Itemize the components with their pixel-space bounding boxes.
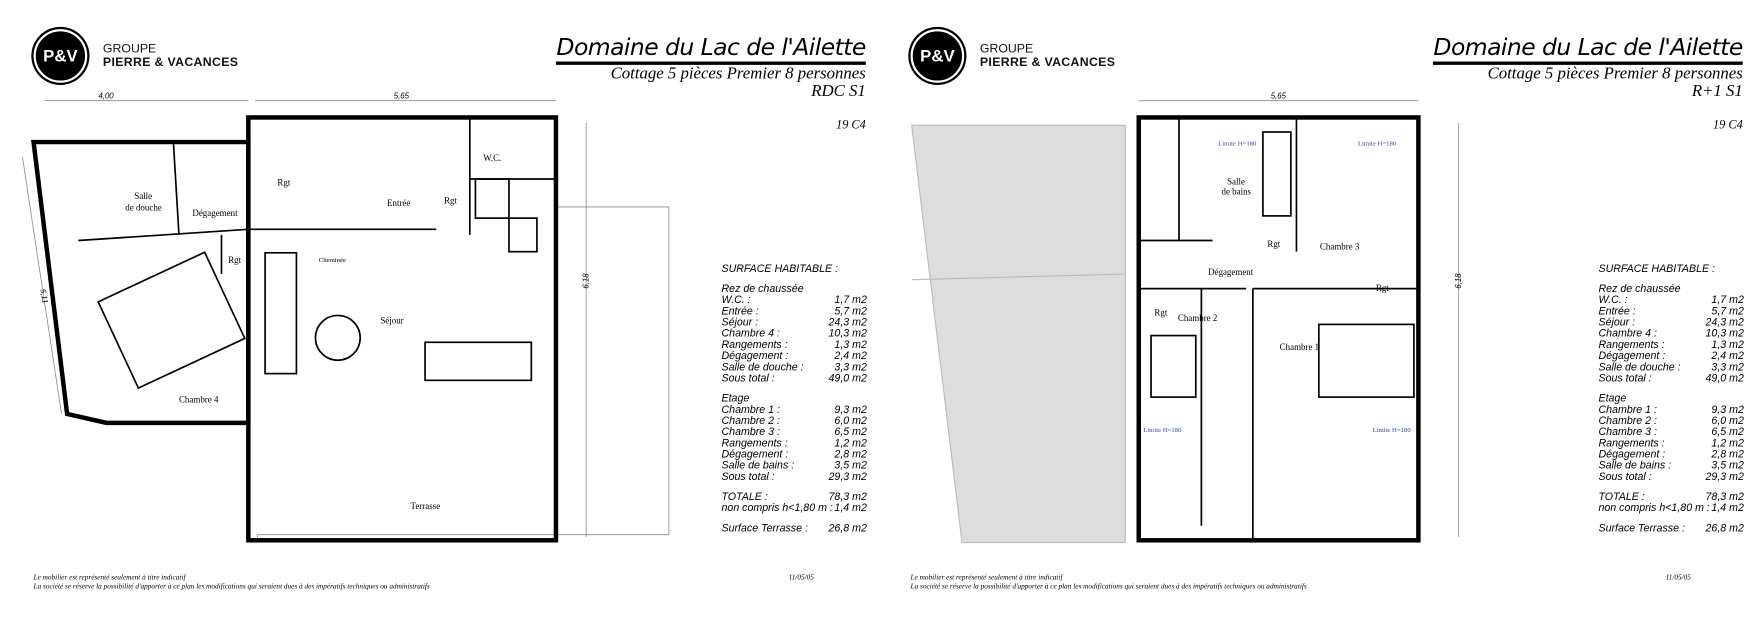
row-label: Salle de douche :	[1598, 361, 1681, 374]
row-value: 1,2 m2	[1711, 437, 1744, 450]
room-label: Salle	[134, 191, 153, 202]
dimension-label: 6,18	[1453, 273, 1463, 289]
footer-disclaimer	[34, 574, 430, 592]
room-label: Chambre 1	[1279, 342, 1320, 353]
dimension-label: 6,18	[581, 273, 591, 289]
room-label: Rgt	[444, 195, 458, 206]
section-title: Etage	[1598, 392, 1627, 405]
subtitle: Cottage 5 pièces Premier 8 personnes	[610, 64, 866, 83]
pierre-vacances-logo	[34, 29, 239, 83]
surface-title: SURFACE HABITABLE :	[721, 262, 839, 276]
dimension-label: 5,65	[393, 91, 409, 101]
section-title: Rez de chaussée	[721, 283, 804, 296]
row-value: 2,4 m2	[834, 350, 867, 363]
row-label: Sous total :	[721, 372, 775, 385]
row-label: W.C. :	[1598, 294, 1628, 307]
logo-line1: GROUPE	[102, 42, 157, 56]
row-label: Surface Terrasse :	[721, 522, 808, 535]
row-label: Chambre 2 :	[721, 415, 780, 428]
row-label: Séjour :	[1598, 316, 1636, 329]
room-label: Dégagement	[192, 207, 238, 218]
row-label: Salle de bains :	[721, 459, 795, 473]
row-value: 1,4 m2	[1711, 502, 1744, 515]
row-value: 6,0 m2	[1711, 415, 1744, 428]
row-label: Rangements :	[721, 338, 788, 352]
footer-line: La société se réserve la possibilité d'apporter à ce plan les modifications qui seraient dues à des impératifs techniques ou administratifs	[910, 582, 1307, 591]
logo-text	[103, 43, 238, 70]
room-label: de douche	[125, 202, 162, 213]
row-label: Rangements :	[721, 437, 788, 450]
row-value: 1,7 m2	[1711, 294, 1744, 307]
height-limit-label: Limite H=180	[1357, 140, 1397, 148]
row-value: 9,3 m2	[834, 403, 867, 417]
row-value: 1,4 m2	[834, 502, 867, 515]
row-value: 78,3 m2	[828, 491, 867, 504]
room-label: Rgt	[228, 254, 242, 265]
row-value: 1,2 m2	[834, 437, 867, 450]
brand-title: Domaine du Lac de l'Ailette	[1433, 34, 1742, 65]
title-block	[556, 34, 865, 101]
room-label: Chambre 3	[1319, 241, 1360, 252]
surface-row	[721, 524, 866, 535]
room-label: de bains	[1221, 186, 1252, 197]
row-value: 29,3 m2	[828, 470, 867, 484]
date: 11/05/05	[1665, 573, 1691, 582]
row-label: Rangements :	[1598, 437, 1665, 450]
logo-line1: GROUPE	[979, 42, 1034, 56]
row-label: Séjour :	[721, 316, 759, 329]
row-label: Entrée :	[1598, 305, 1636, 318]
footer-disclaimer	[911, 574, 1307, 592]
dimension-label: 5,65	[1270, 91, 1286, 101]
row-value: 49,0 m2	[1705, 372, 1744, 385]
footer-line: Le mobilier est représenté seulement à titre indicatif	[910, 573, 1063, 582]
room-label: Chambre 4	[178, 394, 219, 405]
surface-row	[1598, 503, 1743, 514]
room-label: Entrée	[387, 197, 411, 208]
surface-row	[1598, 472, 1743, 483]
row-value: 1,7 m2	[834, 294, 867, 307]
room-label: Terrasse	[410, 500, 441, 511]
brand-title: Domaine du Lac de l'Ailette	[556, 34, 865, 65]
row-value: 6,5 m2	[1711, 426, 1744, 439]
surface-row	[1598, 524, 1743, 535]
row-value: 2,8 m2	[834, 448, 867, 461]
logo-mark: P&V	[911, 29, 965, 83]
room-label: Dégagement	[1208, 267, 1254, 278]
row-label: Sous total :	[721, 470, 775, 484]
row-value: 1,3 m2	[834, 338, 867, 352]
row-label: Salle de bains :	[1598, 459, 1672, 473]
room-label: Rgt	[277, 177, 291, 188]
date: 11/05/05	[788, 573, 814, 582]
row-label: Salle de douche :	[721, 361, 804, 374]
logo-text	[980, 43, 1115, 70]
plan-sheet-etage	[877, 0, 1754, 619]
row-label: non compris h<1,80 m :	[721, 502, 833, 515]
row-label: Dégagement :	[1598, 350, 1666, 363]
title-block	[1433, 34, 1742, 101]
pierre-vacances-logo	[911, 29, 1116, 83]
footer-line: La société se réserve la possibilité d'apporter à ce plan les modifications qui seraient dues à des impératifs techniques ou administratifs	[33, 582, 430, 591]
subtitle: Cottage 5 pièces Premier 8 personnes	[1487, 64, 1743, 83]
row-value: 9,3 m2	[1711, 403, 1744, 417]
row-value: 6,0 m2	[834, 415, 867, 428]
row-value: 29,3 m2	[1705, 470, 1744, 484]
room-label: W.C.	[483, 153, 502, 164]
room-label: Salle	[1227, 176, 1245, 187]
row-label: Chambre 2 :	[1598, 415, 1657, 428]
row-label: Chambre 1 :	[721, 403, 780, 417]
row-value: 26,8 m2	[1705, 522, 1744, 535]
row-label: Dégagement :	[721, 350, 789, 363]
row-value: 3,3 m2	[834, 361, 867, 374]
row-value: 10,3 m2	[1705, 327, 1744, 341]
footer-line: Le mobilier est représenté seulement à titre indicatif	[33, 573, 186, 582]
row-value: 1,3 m2	[1711, 338, 1744, 352]
row-value: 5,7 m2	[834, 305, 867, 318]
room-label: Rgt	[1375, 282, 1389, 293]
plan-code: 19 C4	[836, 118, 866, 132]
row-label: Chambre 3 :	[1598, 426, 1657, 439]
height-limit-label: Limite H=180	[1143, 426, 1182, 434]
room-label: Rgt	[1154, 307, 1168, 318]
row-label: Entrée :	[721, 305, 759, 318]
row-value: 5,7 m2	[1711, 305, 1744, 318]
row-value: 24,3 m2	[1705, 316, 1744, 329]
row-value: 24,3 m2	[828, 316, 867, 329]
surface-row	[1598, 374, 1743, 385]
height-limit-label: Limite H=180	[1218, 140, 1257, 148]
row-value: 49,0 m2	[828, 372, 867, 385]
logo-line2: PIERRE & VACANCES	[979, 55, 1116, 70]
surface-row	[721, 472, 866, 483]
row-value: 3,5 m2	[1711, 459, 1744, 473]
row-label: Surface Terrasse :	[1598, 522, 1685, 535]
surface-table	[721, 264, 866, 535]
row-label: W.C. :	[721, 294, 751, 307]
logo-mark: P&V	[34, 29, 88, 83]
row-value: 3,3 m2	[1711, 361, 1744, 374]
row-label: TOTALE :	[1598, 491, 1645, 504]
row-label: Dégagement :	[721, 448, 789, 461]
dimension-label: 5,11	[38, 288, 50, 305]
row-value: 3,5 m2	[834, 459, 867, 473]
row-label: Chambre 3 :	[721, 426, 780, 439]
plan-code: 19 C4	[1713, 118, 1743, 132]
row-label: TOTALE :	[721, 491, 768, 504]
logo-line2: PIERRE & VACANCES	[102, 55, 239, 70]
room-label: Cheminée	[318, 256, 346, 264]
row-value: 78,3 m2	[1705, 491, 1744, 504]
section-title: Etage	[721, 392, 750, 405]
surface-row	[721, 374, 866, 385]
row-label: Chambre 1 :	[1598, 403, 1657, 417]
surface-row	[721, 503, 866, 514]
row-label: Rangements :	[1598, 338, 1665, 352]
room-label: Séjour	[380, 315, 404, 326]
row-label: Chambre 4 :	[1598, 327, 1657, 341]
row-value: 2,4 m2	[1711, 350, 1744, 363]
row-value: 6,5 m2	[834, 426, 867, 439]
level-label: R+1 S1	[1691, 82, 1743, 101]
row-value: 26,8 m2	[828, 522, 867, 535]
height-limit-label: Limite H=180	[1372, 426, 1411, 434]
surface-title: SURFACE HABITABLE :	[1598, 262, 1716, 276]
row-value: 10,3 m2	[828, 327, 867, 341]
row-label: Sous total :	[1598, 372, 1652, 385]
row-value: 2,8 m2	[1711, 448, 1744, 461]
row-label: Chambre 4 :	[721, 327, 780, 341]
section-title: Rez de chaussée	[1598, 283, 1681, 296]
level-label: RDC S1	[811, 82, 866, 101]
row-label: Dégagement :	[1598, 448, 1666, 461]
row-label: non compris h<1,80 m :	[1598, 502, 1710, 515]
room-label: Chambre 2	[1177, 313, 1218, 324]
surface-table	[1598, 264, 1743, 535]
dimension-label: 4,00	[98, 91, 114, 101]
room-label: Rgt	[1267, 239, 1281, 250]
row-label: Sous total :	[1598, 470, 1652, 484]
